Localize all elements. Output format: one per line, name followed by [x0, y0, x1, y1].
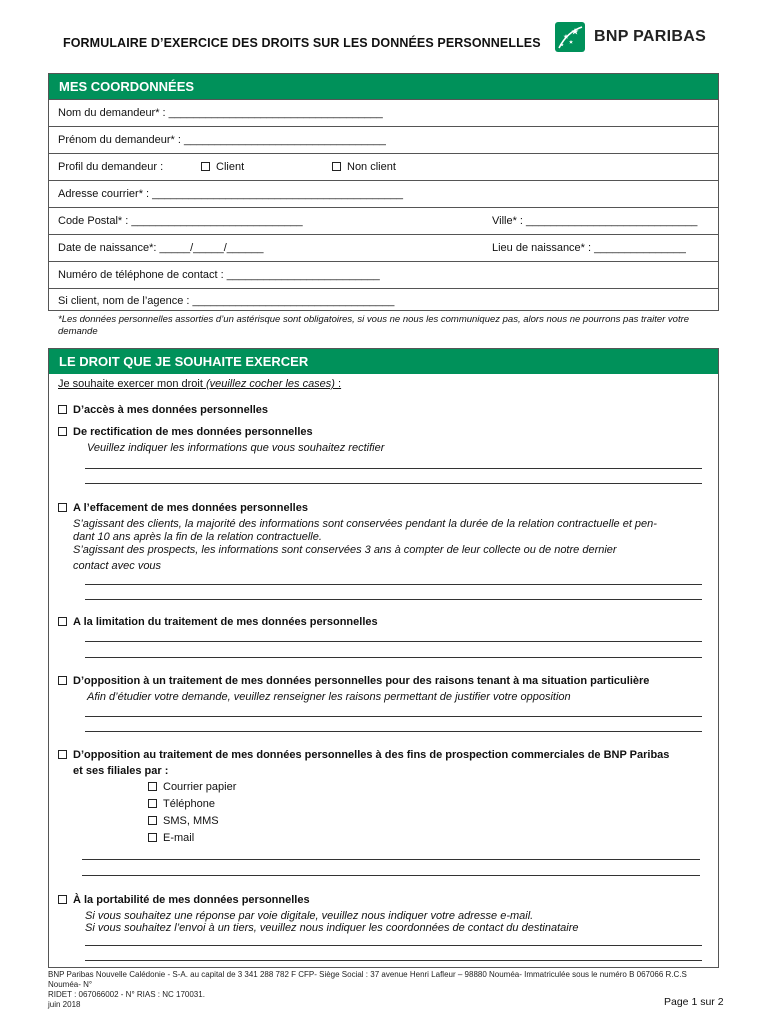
row-code-postal-ville — [49, 207, 718, 234]
effacement-note-line: S’agissant des clients, la majorité des informations sont conservées pendant la durée de la relation contractuelle et pen- — [73, 518, 657, 530]
channel-courrier[interactable] — [148, 781, 236, 793]
checkbox-icon[interactable] — [58, 503, 67, 512]
option-portabilite-label: À la portabilité de mes données personnelles — [73, 894, 310, 906]
option-effacement-label: A l’effacement de mes données personnelles — [73, 502, 308, 514]
section-heading-droit: LE DROIT QUE JE SOUHAITE EXERCER — [49, 349, 718, 374]
option-acces-label: D’accès à mes données personnelles — [73, 404, 269, 416]
footer-line: juin 2018 — [48, 1000, 81, 1009]
checkbox-icon[interactable] — [201, 162, 210, 171]
checkbox-icon[interactable] — [58, 676, 67, 685]
checkbox-icon[interactable] — [148, 782, 157, 791]
checkbox-non-client-label: Non client — [347, 161, 396, 173]
channel-courrier-label: Courrier papier — [163, 781, 237, 793]
field-telephone[interactable]: Numéro de téléphone de contact : _________________________ — [58, 269, 380, 281]
intro-italic: (veuillez cocher les cases) — [205, 378, 335, 390]
legal-footer — [48, 970, 718, 1010]
profil-label: Profil du demandeur : — [58, 161, 164, 173]
checkbox-icon[interactable] — [148, 799, 157, 808]
write-line[interactable] — [85, 716, 702, 717]
checkbox-icon[interactable] — [58, 895, 67, 904]
checkbox-icon[interactable] — [148, 833, 157, 842]
write-line[interactable] — [85, 731, 702, 732]
checkbox-icon[interactable] — [58, 427, 67, 436]
write-line[interactable] — [85, 584, 702, 585]
page-header — [0, 0, 770, 60]
option-opposition-prospection-cont: et ses filiales par : — [73, 765, 169, 777]
effacement-note-line: dant 10 ans après la fin de la relation contractuelle. — [73, 530, 322, 543]
option-opposition-situation[interactable] — [58, 675, 649, 687]
channel-sms-label: SMS, MMS — [163, 815, 219, 827]
option-rectification[interactable] — [58, 426, 313, 438]
section-coordonnees — [48, 73, 719, 311]
bnp-paribas-logo — [555, 22, 725, 56]
write-line[interactable] — [85, 960, 702, 961]
row-profil — [49, 153, 718, 180]
footer-line: RIDET : 067066002 - N° RIAS : NC 170031. — [48, 990, 205, 999]
checkbox-icon[interactable] — [58, 405, 67, 414]
write-line[interactable] — [85, 599, 702, 600]
write-line[interactable] — [85, 945, 702, 946]
section-droit — [48, 348, 719, 968]
intro-main: Je souhaite exercer mon droit — [58, 378, 206, 390]
option-portabilite[interactable] — [58, 894, 310, 906]
row-telephone — [49, 261, 718, 288]
intro-text — [58, 378, 341, 390]
channel-email-label: E-mail — [163, 832, 195, 844]
checkbox-client[interactable] — [201, 161, 244, 173]
channel-email[interactable] — [148, 832, 194, 844]
checkbox-icon[interactable] — [148, 816, 157, 825]
option-opposition-prospection-label: D’opposition au traitement de mes données personnelles à des fins de prospection commerciales de BNP Paribas — [73, 749, 670, 761]
effacement-note — [73, 518, 713, 572]
channel-telephone[interactable] — [148, 798, 215, 810]
row-naissance — [49, 234, 718, 261]
portabilite-note-2: Si vous souhaitez l’envoi à un tiers, veuillez nous indiquer les coordonnées de contact du destinataire — [85, 922, 579, 934]
document-title: FORMULAIRE D’EXERCICE DES DROITS SUR LES DONNÉES PERSONNELLES — [63, 36, 541, 50]
logo-wordmark: BNP PARIBAS — [594, 28, 707, 45]
write-line[interactable] — [85, 641, 702, 642]
row-nom — [49, 99, 718, 126]
field-lieu-naissance[interactable]: Lieu de naissance* : _______________ — [492, 242, 686, 254]
section-heading-coordonnees: MES COORDONNÉES — [49, 74, 718, 99]
portabilite-note-1: Si vous souhaitez une réponse par voie digitale, veuillez nous indiquer votre adresse e-mail. — [85, 910, 534, 922]
field-code-postal[interactable]: Code Postal* : ____________________________ — [58, 215, 303, 227]
field-adresse[interactable]: Adresse courrier* : _________________________________________ — [58, 188, 403, 200]
write-line[interactable] — [85, 657, 702, 658]
channel-telephone-label: Téléphone — [163, 798, 215, 810]
write-line[interactable] — [82, 859, 700, 860]
checkbox-icon[interactable] — [58, 750, 67, 759]
mandatory-footnote: *Les données personnelles assorties d’un astérisque sont obligatoires, si vous ne nous les communiquez pas, alors nous ne pourrons pas traiter votre demande — [58, 314, 690, 337]
bnp-stars-logo-icon — [555, 22, 585, 52]
field-agence[interactable]: Si client, nom de l’agence : _________________________________ — [58, 295, 395, 307]
write-line[interactable] — [85, 468, 702, 469]
option-effacement[interactable] — [58, 502, 308, 514]
option-opposition-prospection[interactable] — [58, 749, 669, 761]
checkbox-icon[interactable] — [332, 162, 341, 171]
page-number: Page 1 sur 2 — [664, 996, 724, 1008]
effacement-note-line: contact avec vous — [73, 559, 162, 572]
write-line[interactable] — [85, 483, 702, 484]
intro-end: : — [334, 378, 342, 390]
field-date-naissance[interactable]: Date de naissance*: _____/_____/______ — [58, 242, 264, 254]
opposition-situation-note: Afin d’étudier votre demande, veuillez renseigner les raisons permettant de justifier votre opposition — [87, 691, 571, 703]
field-prenom[interactable]: Prénom du demandeur* : _________________________________ — [58, 134, 386, 146]
row-prenom — [49, 126, 718, 153]
option-limitation-label: A la limitation du traitement de mes données personnelles — [73, 616, 378, 628]
field-ville[interactable]: Ville* : ____________________________ — [492, 215, 698, 227]
option-acces[interactable] — [58, 404, 268, 416]
field-nom[interactable]: Nom du demandeur* : ___________________________________ — [58, 107, 383, 119]
footer-line: BNP Paribas Nouvelle Calédonie - S-A. au capital de 3 341 288 782 F CFP- Siège Social : 37 avenue Henri Lafleur – 98880 Nouméa- Immatriculée sous le numéro B 067066 R.C.S Nouméa- N° — [48, 970, 687, 989]
write-line[interactable] — [82, 875, 700, 876]
rectification-note: Veuillez indiquer les informations que vous souhaitez rectifier — [87, 442, 385, 454]
row-adresse — [49, 180, 718, 207]
option-opposition-situation-label: D’opposition à un traitement de mes données personnelles pour des raisons tenant à ma situation particulière — [73, 675, 650, 687]
checkbox-non-client[interactable] — [332, 161, 396, 173]
channel-sms[interactable] — [148, 815, 219, 827]
effacement-note-line: S’agissant des prospects, les informations sont conservées 3 ans à compter de leur collecte ou de notre dernier — [73, 544, 617, 556]
checkbox-client-label: Client — [216, 161, 245, 173]
option-limitation[interactable] — [58, 616, 378, 628]
checkbox-icon[interactable] — [58, 617, 67, 626]
row-agence — [49, 288, 718, 310]
option-rectification-label: De rectification de mes données personnelles — [73, 426, 313, 438]
